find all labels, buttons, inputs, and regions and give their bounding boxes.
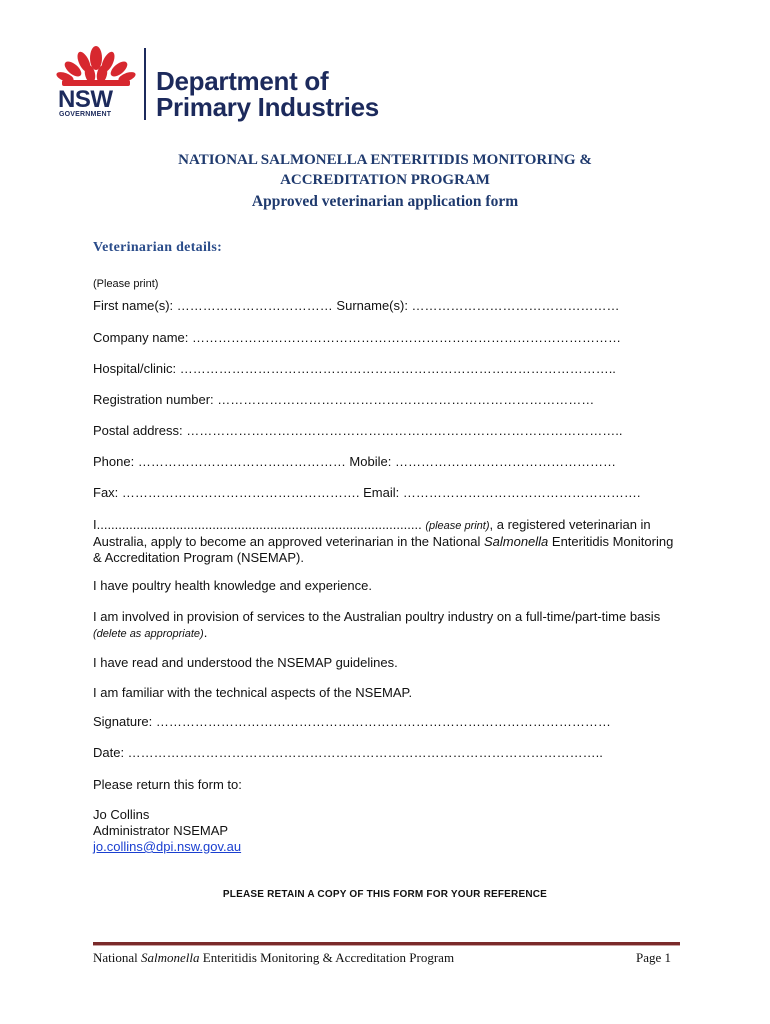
program-title-line2: ACCREDITATION PROGRAM bbox=[280, 172, 490, 188]
surname-field[interactable]: Surname(s): ………………………………………… bbox=[336, 298, 620, 313]
first-name-field-row[interactable] bbox=[93, 298, 620, 313]
logo-government-text: GOVERNMENT bbox=[59, 111, 112, 118]
statement-involved bbox=[93, 609, 683, 642]
declaration-paragraph bbox=[93, 517, 683, 566]
waratah-icon bbox=[56, 44, 136, 88]
footer-divider bbox=[93, 942, 680, 946]
program-title-line1: NATIONAL SALMONELLA ENTERITIDIS MONITORING & bbox=[178, 152, 592, 168]
return-label: Please return this form to: bbox=[93, 777, 242, 792]
statement-read-guidelines: I have read and understood the NSEMAP guidelines. bbox=[93, 655, 398, 670]
signature-field[interactable]: Signature: …………………………………………………………………………………………… bbox=[93, 714, 611, 729]
delete-note: (delete as appropriate) bbox=[93, 628, 204, 640]
statement-involved-end: . bbox=[203, 625, 208, 640]
declaration-text-a: , a registered veterinarian in Australia, apply to become an approved veterinarian in the National bbox=[93, 517, 651, 549]
footer-salmonella: Salmonella bbox=[141, 950, 200, 965]
dept-name-line2: Primary Industries bbox=[156, 92, 379, 122]
retain-copy-notice: PLEASE RETAIN A COPY OF THIS FORM FOR YOUR REFERENCE bbox=[222, 889, 548, 900]
declaration-name-blank[interactable]: I.......................................................................................... bbox=[93, 517, 422, 532]
please-print-hint: (please print) bbox=[425, 520, 490, 532]
dept-name-line1: Department of bbox=[156, 66, 329, 96]
footer-text-b: Enteritidis Monitoring & Accreditation Program bbox=[199, 950, 455, 965]
contact-role: Administrator NSEMAP bbox=[93, 823, 229, 838]
logo-divider bbox=[144, 48, 146, 120]
contact-name: Jo Collins bbox=[93, 807, 150, 822]
declaration-salmonella: Salmonella bbox=[483, 534, 549, 549]
phone-mobile-field-row[interactable]: Phone: ………………………………………… Mobile: …………………………………………… bbox=[93, 454, 616, 469]
logo-nsw-text: NSW bbox=[58, 86, 113, 113]
statement-knowledge: I have poultry health knowledge and experience. bbox=[93, 578, 372, 593]
please-print-note: (Please print) bbox=[93, 278, 159, 290]
footer-program-name bbox=[93, 950, 454, 966]
declaration-text-b: Enteritidis Monitoring & Accreditation Program (NSEMAP). bbox=[93, 534, 674, 565]
form-title: Approved veterinarian application form bbox=[251, 193, 519, 210]
footer-text-a: National bbox=[93, 950, 142, 965]
hospital-clinic-field[interactable]: Hospital/clinic: ……………………………………………………………………………………….. bbox=[93, 361, 616, 376]
postal-address-field[interactable]: Postal address: ……………………………………………………………………………………….. bbox=[93, 423, 623, 438]
nsw-dpi-logo bbox=[56, 44, 416, 126]
fax-email-field-row[interactable]: Fax: ………………………………………………. Email: ………………………………………………. bbox=[93, 485, 641, 500]
contact-email-link[interactable]: jo.collins@dpi.nsw.gov.au bbox=[93, 839, 242, 854]
statement-involved-text: I am involved in provision of services to the Australian poultry industry on a full-time/part-time basis bbox=[93, 609, 661, 624]
company-name-field[interactable]: Company name: ……………………………………………………………………………………… bbox=[93, 330, 621, 345]
return-contact bbox=[93, 807, 683, 855]
page-number: Page 1 bbox=[636, 950, 672, 965]
section-heading: Veterinarian details: bbox=[93, 240, 223, 255]
date-field[interactable]: Date: ……………………………………………………………………………………………….. bbox=[93, 745, 603, 760]
statement-familiar: I am familiar with the technical aspects of the NSEMAP. bbox=[93, 685, 413, 700]
first-name-field[interactable]: First name(s): ……………………………… bbox=[93, 298, 333, 313]
registration-number-field[interactable]: Registration number: …………………………………………………………………………… bbox=[93, 392, 595, 407]
